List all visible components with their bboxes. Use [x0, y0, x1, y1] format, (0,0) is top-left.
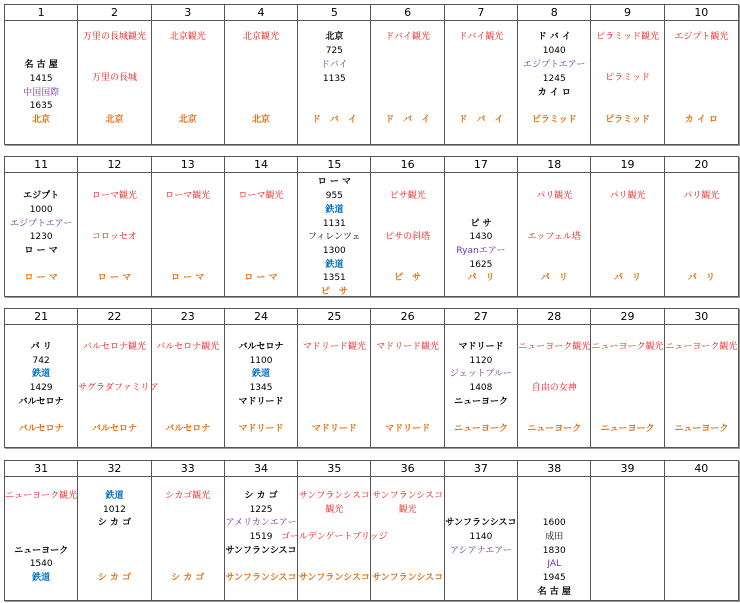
- day-number: 24: [225, 309, 298, 324]
- day-cell: [445, 477, 518, 600]
- day-cell: [591, 477, 664, 600]
- airline-label: ジェットブルー: [449, 369, 513, 379]
- day-number: 40: [694, 462, 709, 475]
- day-cell: [665, 173, 738, 296]
- place-label: マドリード: [238, 397, 284, 407]
- day-number: 39: [591, 461, 664, 476]
- sightseeing-label: ゴールデンゲートブリッジ: [281, 532, 388, 542]
- sightseeing-label: ローマ観光: [165, 191, 211, 201]
- day-cell: [78, 173, 151, 296]
- time-label: 1635: [29, 101, 53, 111]
- day-number: 8: [518, 5, 591, 20]
- sightseeing-label: ニューヨーク観光: [591, 342, 664, 352]
- time-label: 1140: [469, 532, 493, 542]
- place-label: カ イ ロ: [537, 88, 571, 98]
- sightseeing-label: マドリード観光: [302, 342, 366, 352]
- place-label: ニューヨーク: [453, 397, 508, 407]
- day-number: 16: [371, 157, 444, 172]
- day-cell: [152, 173, 225, 296]
- day-cell: [5, 173, 78, 296]
- stay-city-label: 北京: [178, 115, 197, 125]
- sightseeing-label: 自由の女神: [531, 383, 577, 393]
- airline-label: Ryanエアー: [456, 246, 506, 256]
- sightseeing-label: エジプト観光: [674, 32, 729, 42]
- day-number: 27: [445, 309, 518, 324]
- day-cell: [518, 21, 591, 144]
- day-cell: [225, 173, 298, 296]
- sightseeing-label: ローマ観光: [91, 191, 137, 201]
- day-number: 38: [518, 461, 591, 476]
- day-number: 1: [5, 5, 78, 20]
- day-cell: [225, 325, 298, 447]
- place-label: バルセロナ: [238, 342, 284, 352]
- sightseeing-label: ピサの斜塔: [385, 232, 431, 242]
- place-label: ロ ー マ: [24, 246, 58, 256]
- day-cell: [591, 21, 664, 144]
- day-cell: [665, 477, 738, 600]
- time-label: 1830: [542, 546, 566, 556]
- sightseeing-label: マドリード観光: [376, 342, 440, 352]
- day-number: 17: [445, 157, 518, 172]
- day-cell: [298, 21, 371, 144]
- stay-city-label: サンフランシスコ: [372, 573, 444, 583]
- stay-city-label: ピ サ: [394, 273, 422, 283]
- place-label: 名 古 屋: [24, 60, 58, 70]
- sightseeing-label: ローマ観光: [238, 191, 284, 201]
- time-label: 1040: [542, 46, 566, 56]
- stay-city-label: シ カ ゴ: [171, 573, 205, 583]
- stay-city-label: 北京: [105, 115, 124, 125]
- sightseeing-label: 観光: [325, 505, 344, 515]
- place-label: シ カ ゴ: [244, 491, 278, 501]
- sightseeing-label: ドバイ観光: [385, 32, 431, 42]
- day-cell: [665, 325, 738, 447]
- time-label: 955: [325, 191, 343, 201]
- day-number-row: [5, 461, 738, 477]
- day-cell: [372, 477, 445, 600]
- stay-city-label: ド バ イ: [458, 115, 504, 125]
- place-label: バルセロナ: [18, 397, 64, 407]
- day-cell: [225, 21, 298, 144]
- time-label: 1300: [322, 246, 346, 256]
- sightseeing-label: ニューヨーク観光: [665, 342, 738, 352]
- sightseeing-label: サンフランシスコ: [298, 491, 370, 501]
- airline-label: ドバイ: [320, 60, 348, 70]
- sightseeing-label: ニューヨーク観光: [5, 491, 78, 501]
- day-number: 11: [5, 157, 78, 172]
- day-number: 28: [518, 309, 591, 324]
- day-cell: [665, 21, 738, 144]
- place-label: マドリード: [458, 342, 504, 352]
- stay-city-label: マドリード: [311, 424, 357, 434]
- stay-city-label: ピ サ: [320, 287, 348, 297]
- day-cell: [152, 325, 225, 447]
- day-cell: [152, 21, 225, 144]
- stay-city-label: 北京: [32, 115, 51, 125]
- time-label: 1000: [29, 205, 53, 215]
- sightseeing-label: パリ観光: [683, 191, 720, 201]
- day-number: 37: [445, 461, 518, 476]
- sightseeing-label: 北京観光: [169, 32, 206, 42]
- day-number: 35: [298, 461, 371, 476]
- week-block: [4, 460, 739, 601]
- stay-city-label: ド バ イ: [385, 115, 431, 125]
- day-number: 9: [591, 5, 664, 20]
- stay-city-label: サンフランシスコ: [225, 573, 297, 583]
- day-number: 29: [591, 309, 664, 324]
- time-label: 成田: [545, 532, 564, 542]
- time-label: 1945: [542, 573, 566, 583]
- day-cell: [5, 21, 78, 144]
- stay-city-label: パ リ: [687, 273, 715, 283]
- time-label: 1120: [469, 356, 493, 366]
- day-cell: [5, 477, 78, 600]
- day-cell: [298, 325, 371, 447]
- place-label: ニューヨーク: [14, 546, 69, 556]
- day-number: 36: [371, 461, 444, 476]
- day-number: 19: [591, 157, 664, 172]
- day-number-row: [5, 157, 738, 173]
- day-cell: [591, 325, 664, 447]
- sightseeing-label: ドバイ観光: [458, 32, 504, 42]
- stay-city-label: パ リ: [614, 273, 642, 283]
- day-cell: [152, 477, 225, 600]
- week-block: [4, 4, 739, 145]
- airline-label: エジプトエアー: [523, 60, 586, 70]
- place-label: ド バ イ: [537, 32, 571, 42]
- time-label: 1540: [29, 559, 53, 569]
- day-cell: [281, 477, 388, 600]
- day-number: 26: [371, 309, 444, 324]
- day-cell: [445, 173, 518, 296]
- day-number: 31: [5, 461, 78, 476]
- rail-label: 鉄道: [105, 491, 124, 501]
- time-label: 1131: [322, 219, 346, 229]
- airline-label: 中国国際: [23, 88, 60, 98]
- time-label: 1012: [102, 505, 126, 515]
- time-label: 1408: [469, 383, 493, 393]
- stay-city-label: ロ ー マ: [97, 273, 132, 283]
- day-number-row: [5, 5, 738, 21]
- day-number: 22: [78, 309, 151, 324]
- time-label: 1429: [29, 383, 53, 393]
- day-cell: [445, 21, 518, 144]
- stay-city-label: ニューヨーク: [674, 424, 729, 434]
- sightseeing-label: シカゴ観光: [165, 491, 211, 501]
- time-label: 1625: [469, 260, 493, 270]
- stay-city-label: ピラミッド: [531, 115, 577, 125]
- place-label: エジプト: [23, 191, 60, 201]
- stay-city-label: パ リ: [540, 273, 568, 283]
- stay-city-label: ピラミッド: [605, 115, 650, 125]
- airline-label: アシアナエアー: [449, 546, 512, 556]
- time-label: 1345: [249, 383, 273, 393]
- time-label: フィレンツェ: [307, 232, 361, 242]
- day-number: 3: [152, 5, 225, 20]
- time-label: 725: [325, 46, 343, 56]
- day-number-row: [5, 309, 738, 325]
- stay-city-label: ニューヨーク: [453, 424, 508, 434]
- place-label: ピ サ: [470, 219, 492, 229]
- stay-city-label: ロ ー マ: [244, 273, 278, 283]
- airline-label: JAL: [547, 559, 562, 569]
- place-label: サンフランシスコ: [445, 518, 517, 528]
- stay-city-label: マドリード: [385, 424, 431, 434]
- time-label: 1245: [542, 74, 566, 84]
- sightseeing-label: パリ観光: [536, 191, 573, 201]
- stay-city-label: ド バ イ: [311, 115, 357, 125]
- place-label: 北京: [325, 32, 344, 42]
- time-label: 1519: [249, 532, 273, 542]
- airline-label: エジプトエアー: [9, 219, 73, 229]
- stay-city-label: バルセロナ: [91, 424, 137, 434]
- day-cell: [591, 173, 664, 296]
- sightseeing-label: バルセロナ観光: [82, 342, 146, 352]
- stay-city-label: ニューヨーク: [600, 424, 655, 434]
- place-label: 名 古 屋: [537, 587, 571, 597]
- rail-label: 鉄道: [32, 573, 51, 583]
- day-number: 4: [225, 5, 298, 20]
- day-number: 20: [694, 158, 709, 171]
- time-label: 1100: [249, 356, 273, 366]
- week-block: [4, 308, 739, 448]
- stay-city-label: マドリード: [238, 424, 284, 434]
- time-label: 1351: [322, 273, 346, 283]
- sightseeing-label: サグラダファミリア: [78, 383, 159, 393]
- day-number: 15: [298, 157, 371, 172]
- place-label: パ リ: [30, 342, 52, 352]
- day-cell: [78, 21, 151, 144]
- day-cell: [518, 173, 591, 296]
- day-number: 30: [694, 310, 709, 323]
- stay-city-label: シ カ ゴ: [97, 573, 132, 583]
- sightseeing-label: サンフランシスコ: [372, 491, 444, 501]
- sightseeing-label: 万里の長城観光: [82, 32, 146, 42]
- day-number: 23: [152, 309, 225, 324]
- rail-label: 鉄道: [325, 205, 344, 215]
- day-number: 10: [694, 6, 709, 19]
- day-number: 34: [225, 461, 298, 476]
- day-number: 6: [371, 5, 444, 20]
- rail-label: 鉄道: [252, 369, 271, 379]
- airline-label: アメリカンエアー: [225, 518, 297, 528]
- sightseeing-label: 北京観光: [243, 32, 280, 42]
- sightseeing-label: エッフェル塔: [527, 232, 581, 242]
- day-cell: [518, 325, 591, 447]
- day-cell: [372, 173, 445, 296]
- sightseeing-label: 万里の長城: [91, 73, 137, 83]
- day-cell: [372, 21, 445, 144]
- day-cell: [445, 325, 518, 447]
- day-number: 5: [298, 5, 371, 20]
- week-block: [4, 156, 739, 297]
- stay-city-label: パ リ: [467, 273, 495, 283]
- day-number: 7: [445, 5, 518, 20]
- place-label: ロ ー マ: [317, 177, 351, 187]
- day-cell: [518, 477, 591, 600]
- day-cell: [78, 477, 151, 600]
- time-label: 1135: [322, 74, 346, 84]
- day-number: 14: [225, 157, 298, 172]
- day-cell: [5, 325, 78, 447]
- stay-city-label: ロ ー マ: [171, 273, 205, 283]
- sightseeing-label: パリ観光: [609, 191, 646, 201]
- place-label: サンフランシスコ: [225, 546, 297, 556]
- sightseeing-label: 観光: [398, 505, 417, 515]
- day-number: 33: [152, 461, 225, 476]
- day-number: 21: [5, 309, 78, 324]
- rail-label: 鉄道: [32, 369, 51, 379]
- stay-city-label: バルセロナ: [18, 424, 64, 434]
- day-number: 2: [78, 5, 151, 20]
- day-cell: [78, 325, 159, 447]
- sightseeing-label: ピラミッド: [605, 73, 650, 83]
- sightseeing-label: バルセロナ観光: [156, 342, 220, 352]
- stay-city-label: バルセロナ: [165, 424, 211, 434]
- time-label: 1225: [249, 505, 273, 515]
- time-label: 1600: [542, 518, 566, 528]
- time-label: 742: [32, 356, 50, 366]
- day-number: 25: [298, 309, 371, 324]
- stay-city-label: ロ ー マ: [24, 273, 58, 283]
- sightseeing-label: ピラミッド観光: [596, 32, 659, 42]
- time-label: 1230: [29, 232, 53, 242]
- stay-city-label: ニューヨーク: [527, 424, 582, 434]
- day-number: 18: [518, 157, 591, 172]
- sightseeing-label: ニューヨーク観光: [518, 342, 591, 352]
- day-number: 13: [152, 157, 225, 172]
- place-label: シ カ ゴ: [97, 518, 132, 528]
- day-cell: [372, 325, 445, 447]
- time-label: 1415: [29, 74, 53, 84]
- day-cell: [298, 173, 371, 296]
- stay-city-label: カ イ ロ: [684, 115, 718, 125]
- day-number: 32: [78, 461, 151, 476]
- sightseeing-label: コロッセオ: [92, 232, 137, 242]
- time-label: 1430: [469, 232, 493, 242]
- stay-city-label: 北京: [252, 115, 271, 125]
- day-number: 12: [78, 157, 151, 172]
- stay-city-label: サンフランシスコ: [298, 573, 370, 583]
- sightseeing-label: ピサ観光: [389, 191, 426, 201]
- rail-label: 鉄道: [325, 260, 344, 270]
